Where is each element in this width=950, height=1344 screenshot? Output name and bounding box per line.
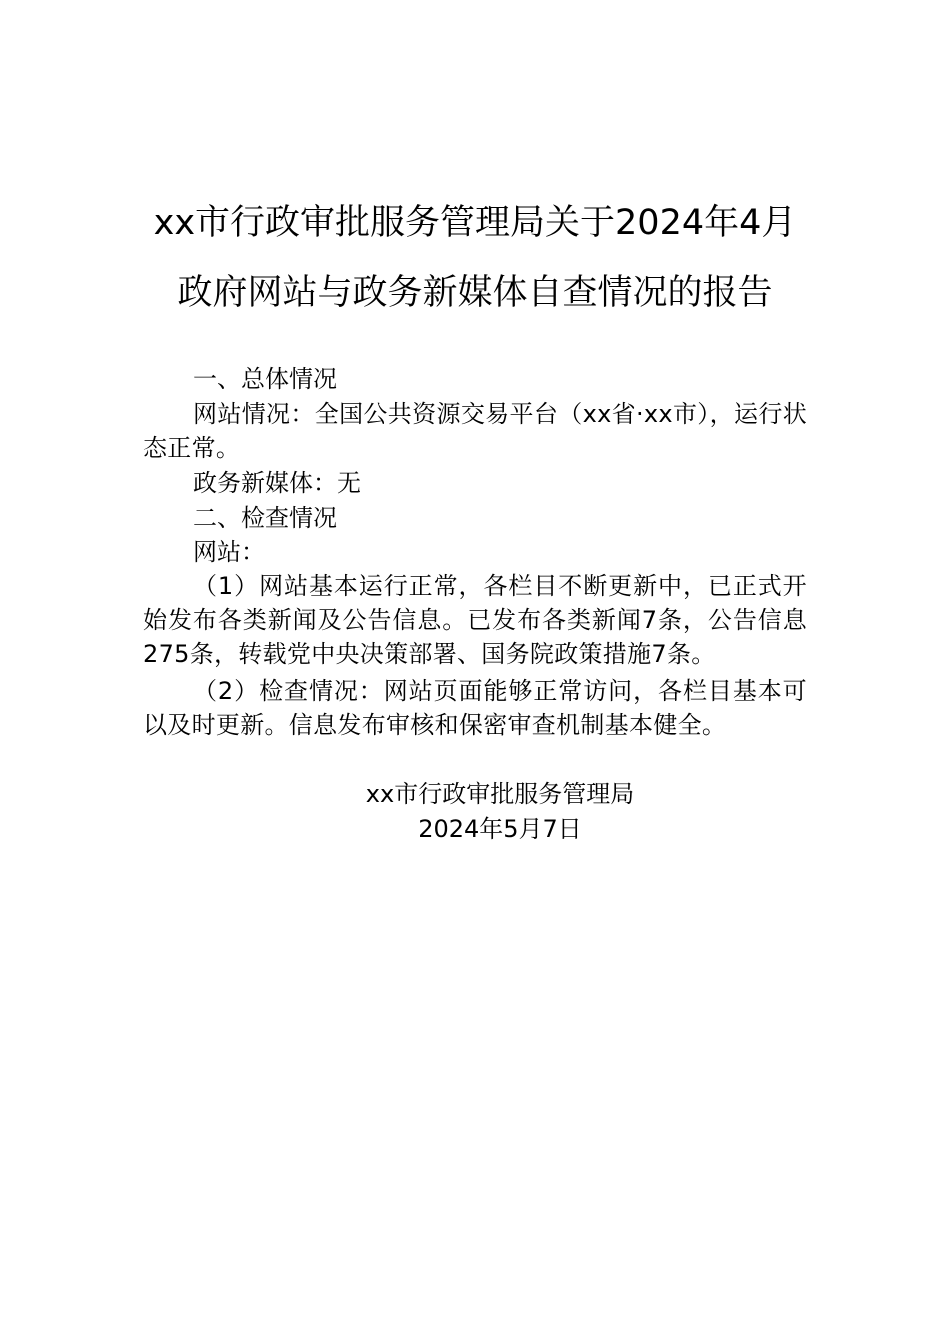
- inspection-item-2: （2）检查情况：网站页面能够正常访问，各栏目基本可以及时更新。信息发布审核和保密审查机制基本健全。: [143, 677, 807, 739]
- report-title-line-2: 政府网站与政务新媒体自查情况的报告: [177, 273, 773, 313]
- section-heading-inspection: 二、检查情况: [193, 504, 337, 532]
- section-heading-overview: 一、总体情况: [193, 365, 337, 393]
- report-title-line-1: xx市行政审批服务管理局关于2024年4月: [153, 203, 797, 243]
- website-status-paragraph: 网站情况：全国公共资源交易平台（xx省·xx市），运行状态正常。: [143, 400, 807, 462]
- website-label: 网站：: [193, 538, 265, 566]
- inspection-item-1: （1）网站基本运行正常，各栏目不断更新中，已正式开始发布各类新闻及公告信息。已发布各类新闻7条，公告信息275条，转载党中央决策部署、国务院政策措施7条。: [143, 572, 807, 668]
- signature-organization: xx市行政审批服务管理局: [365, 780, 635, 808]
- new-media-status: 政务新媒体：无: [193, 469, 361, 497]
- signature-date: 2024年5月7日: [418, 815, 582, 843]
